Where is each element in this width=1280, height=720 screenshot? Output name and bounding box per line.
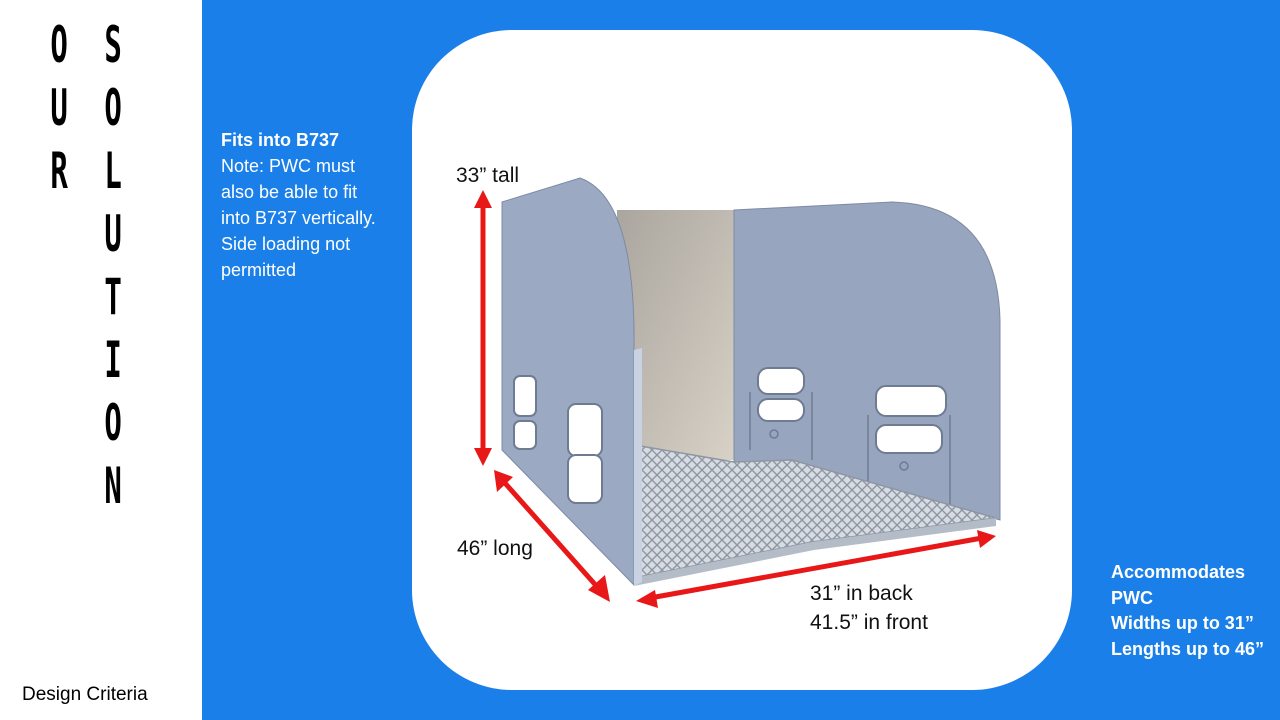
handle-cutout: [758, 368, 804, 394]
title-letter: I: [104, 331, 122, 389]
fit-note-line: into B737 vertically.: [221, 208, 376, 228]
fit-note: [221, 127, 411, 283]
fit-note-line: Side loading not: [221, 234, 351, 254]
title-letter: O: [50, 16, 68, 74]
back-width-dimension-label: 31” in back: [810, 582, 913, 605]
length-dimension-label: 46” long: [457, 537, 533, 560]
title-letter: U: [104, 205, 122, 263]
fit-note-line: Note: PWC must: [221, 156, 356, 176]
fit-note-line: permitted: [221, 260, 297, 280]
title-letter: S: [104, 16, 122, 74]
vertical-title-our: [44, 14, 74, 203]
title-letter: T: [104, 268, 122, 326]
front-width-dimension-label: 41.5” in front: [810, 611, 928, 634]
title-letter: U: [50, 79, 68, 137]
title-letter: O: [104, 79, 122, 137]
vertical-title-solution: [98, 14, 128, 518]
height-dimension-label: 33” tall: [456, 164, 520, 187]
handle-cutout: [514, 376, 536, 416]
accommodates-line: Widths up to 31”: [1111, 613, 1254, 633]
handle-cutout: [568, 404, 602, 456]
handle-cutout: [876, 386, 946, 416]
product-render-card: [412, 30, 1072, 690]
title-sidebar: [0, 0, 202, 720]
handle-cutout: [758, 399, 804, 421]
title-letter: R: [50, 142, 68, 200]
fit-note-title: Fits into B737: [221, 130, 340, 150]
fit-note-line: also be able to fit: [221, 182, 358, 202]
handle-cutout: [568, 455, 602, 503]
accommodates-text: [1111, 560, 1264, 662]
accommodates-line: Accommodates: [1111, 562, 1246, 582]
accommodates-line: PWC: [1111, 587, 1153, 608]
title-letter: O: [104, 394, 122, 452]
accommodates-line: Lengths up to 46”: [1111, 638, 1264, 659]
title-letter: L: [104, 142, 122, 200]
title-letter: N: [104, 457, 122, 515]
handle-cutout: [876, 425, 942, 453]
carrier-render-illustration: [412, 30, 1072, 690]
handle-cutout: [514, 421, 536, 449]
design-criteria-label: Design Criteria: [22, 684, 148, 705]
